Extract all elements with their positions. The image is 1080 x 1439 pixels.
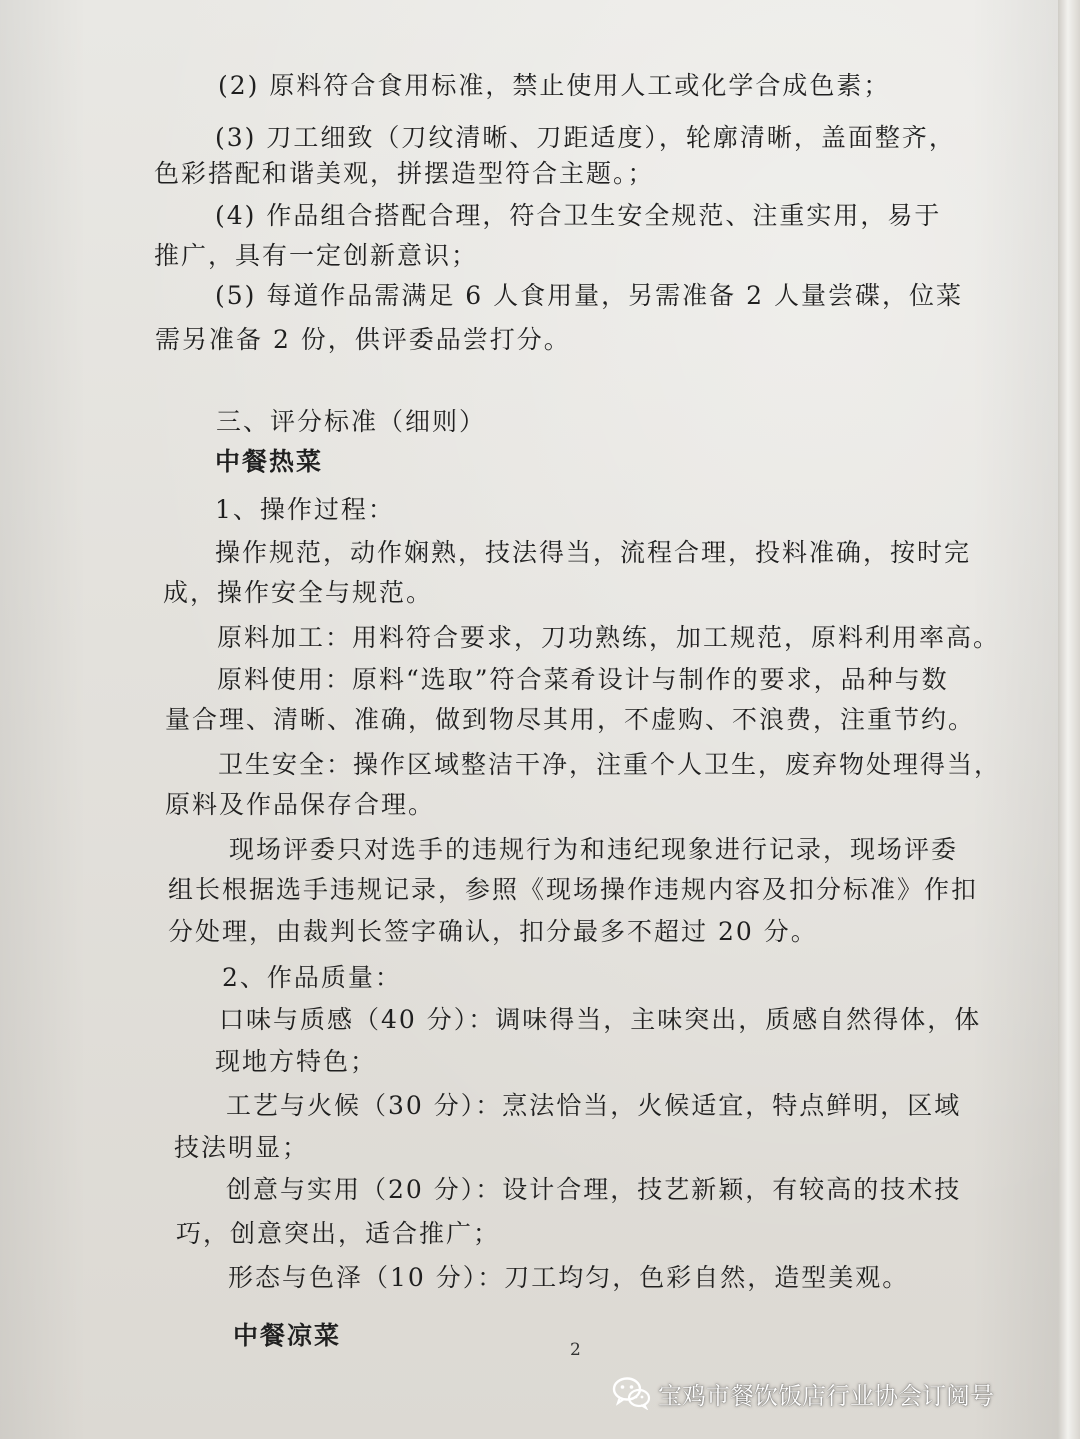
section-heading: 三、评分标准（细则） <box>216 407 487 436</box>
text-line: 口味与质感（40 分）：调味得当，主味突出，质感自然得体，体 <box>219 1005 982 1034</box>
text-line: 形态与色泽（10 分）：刀工均匀，色彩自然，造型美观。 <box>228 1263 910 1292</box>
text-line: 原料加工：用料符合要求，刀功熟练，加工规范，原料利用率高。 <box>217 623 1001 652</box>
watermark-text: 宝鸡市餐饮饭店行业协会订阅号 <box>658 1381 994 1410</box>
text-line: 1、操作过程： <box>215 495 395 524</box>
watermark <box>612 1373 994 1413</box>
text-line: 技法明显； <box>174 1133 310 1162</box>
text-line: 工艺与火候（30 分）：烹法恰当，火候适宜，特点鲜明，区域 <box>226 1091 962 1120</box>
text-line: 2、作品质量： <box>222 963 402 992</box>
text-line: 成，操作安全与规范。 <box>163 578 434 607</box>
text-line: 原料及作品保存合理。 <box>165 790 436 819</box>
text-line: (2) 原料符合食用标准，禁止使用人工或化学合成色素； <box>218 71 891 100</box>
text-line: 现场评委只对选手的违规行为和违纪现象进行记录，现场评委 <box>229 835 959 864</box>
subsection-heading: 中餐热菜 <box>215 447 324 476</box>
text-line: 推广，具有一定创新意识； <box>154 241 479 270</box>
subsection-heading: 中餐凉菜 <box>233 1321 342 1350</box>
text-line: 创意与实用（20 分）：设计合理，技艺新颖，有较高的技术技 <box>226 1175 962 1204</box>
text-line: 卫生安全：操作区域整洁干净，注重个人卫生，废弃物处理得当， <box>218 750 1002 779</box>
text-line: 色彩搭配和谐美观，拼摆造型符合主题。； <box>154 159 655 188</box>
text-line: 量合理、清晰、准确，做到物尽其用，不虚购、不浪费，注重节约。 <box>165 705 976 734</box>
text-line: 操作规范，动作娴熟，技法得当，流程合理，投料准确，按时完 <box>215 538 972 567</box>
page-edge <box>1058 0 1080 1439</box>
page-number: 2 <box>570 1340 581 1360</box>
text-line: 需另准备 2 份，供评委品尝打分。 <box>155 325 571 354</box>
text-line: (3) 刀工细致（刀纹清晰、刀距适度），轮廓清晰，盖面整齐， <box>215 123 956 152</box>
text-line: 巧，创意突出，适合推广； <box>176 1219 501 1248</box>
text-line: (5) 每道作品需满足 6 人食用量，另需准备 2 人量尝碟，位菜 <box>215 281 963 310</box>
text-line: 现地方特色； <box>215 1047 378 1076</box>
text-line: 原料使用：原料“选取”符合菜肴设计与制作的要求，品种与数 <box>217 665 949 694</box>
text-line: (4) 作品组合搭配合理，符合卫生安全规范、注重实用，易于 <box>215 201 942 230</box>
wechat-icon <box>612 1376 652 1410</box>
text-line: 组长根据选手违规记录，参照《现场操作违规内容及扣分标准》作扣 <box>168 875 979 904</box>
text-line: 分处理，由裁判长签字确认，扣分最多不超过 20 分。 <box>168 917 818 946</box>
